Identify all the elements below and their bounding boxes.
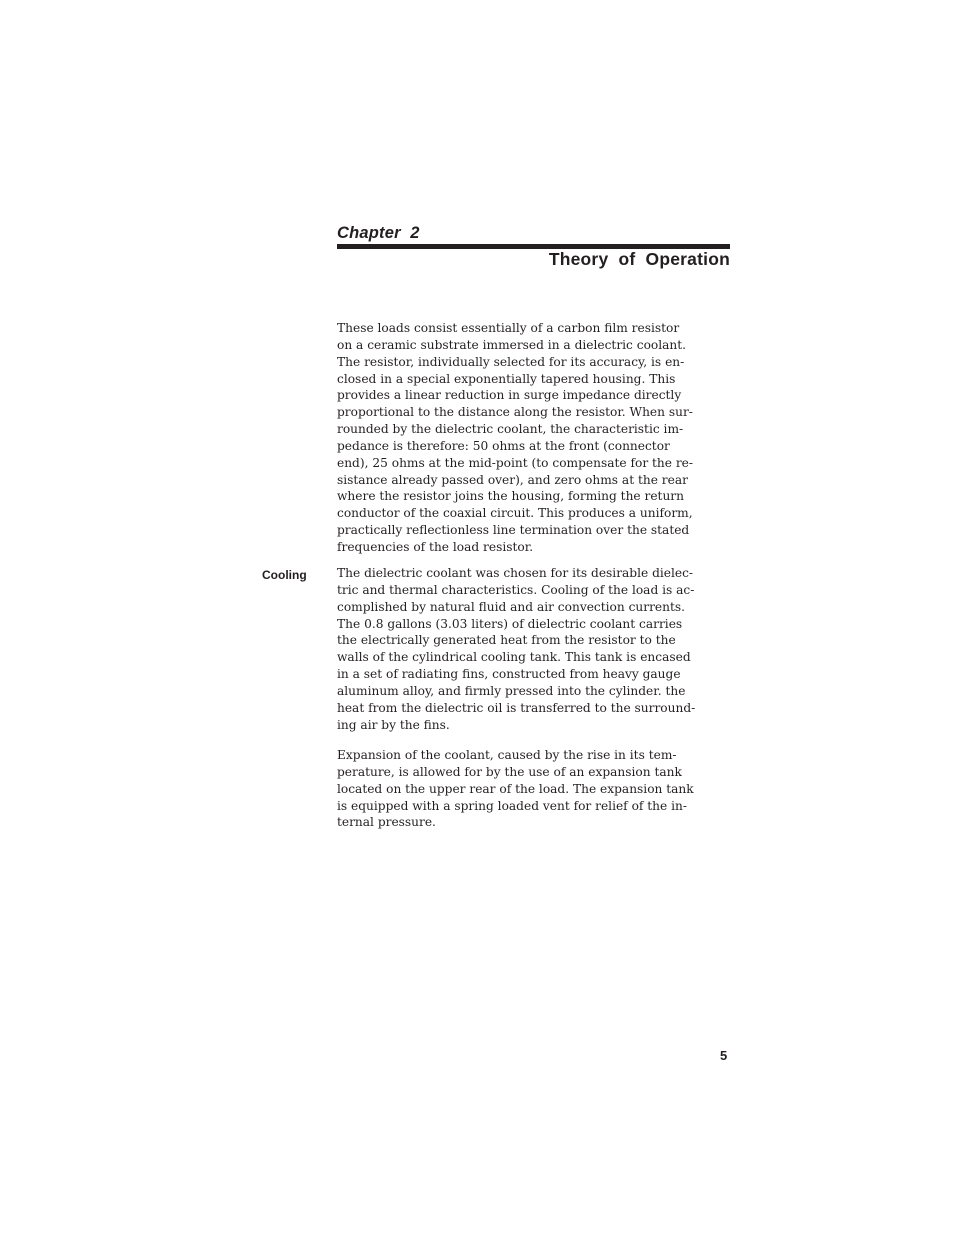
text-line: These loads consist essentially of a carbon film resistor [337, 321, 680, 335]
text-line: frequencies of the load resistor. [337, 539, 534, 554]
text-line: aluminum alloy, and firmly pressed into the cylinder. the [337, 683, 686, 698]
text-line: complished by natural fluid and air convection currents. [337, 599, 686, 614]
text-line: practically reflectionless line termination over the stated [337, 523, 690, 538]
text-line: proportional to the distance along the resistor. When sur- [337, 405, 693, 420]
text-line: in a set of radiating fins, constructed from heavy gauge [337, 667, 681, 682]
text-line: conductor of the coaxial circuit. This produces a uniform, [337, 506, 693, 521]
text-line: is equipped with a spring loaded vent for relief of the in- [337, 798, 687, 813]
text-line: end), 25 ohms at the mid-point (to compensate for the re- [337, 455, 694, 470]
text-line: heat from the dielectric oil is transferred to the surround- [337, 700, 696, 715]
text-line: Expansion of the coolant, caused by the rise in its tem- [337, 748, 677, 762]
text-line: pedance is therefore: 50 ohms at the front (connector [337, 438, 670, 453]
text-line: ternal pressure. [337, 815, 436, 830]
text-line: perature, is allowed for by the use of an expansion tank [337, 764, 682, 779]
text-line: The 0.8 gallons (3.03 liters) of dielectric coolant carries [337, 616, 683, 631]
cooling-side-heading: Cooling [262, 568, 307, 582]
text-line: tric and thermal characteristics. Cooling of the load is ac- [337, 582, 695, 597]
text-line: sistance already passed over), and zero ohms at the rear [337, 472, 688, 487]
text-line: walls of the cylindrical cooling tank. This tank is encased [337, 650, 691, 665]
text-line: closed in a special exponentially tapered housing. This [337, 371, 676, 386]
text-line: the electrically generated heat from the resistor to the [337, 633, 676, 648]
chapter-label: Chapter 2 [337, 224, 420, 242]
text-line: located on the upper rear of the load. The expansion tank [337, 781, 694, 796]
text-line: The resistor, individually selected for its accuracy, is en- [337, 354, 685, 369]
text-line: provides a linear reduction in surge impedance directly [337, 388, 682, 403]
text-line: rounded by the dielectric coolant, the characteristic im- [337, 422, 684, 437]
text-line: ing air by the fins. [337, 717, 450, 732]
text-line: on a ceramic substrate immersed in a dielectric coolant. [337, 337, 687, 352]
cooling-paragraph-1 [337, 565, 695, 733]
intro-paragraph [337, 320, 693, 556]
text-line: The dielectric coolant was chosen for its desirable dielec- [337, 566, 694, 580]
cooling-paragraph-2 [337, 747, 694, 831]
chapter-title: Theory of Operation [548, 249, 730, 269]
page-number: 5 [720, 1048, 728, 1063]
text-line: where the resistor joins the housing, forming the return [337, 489, 684, 504]
